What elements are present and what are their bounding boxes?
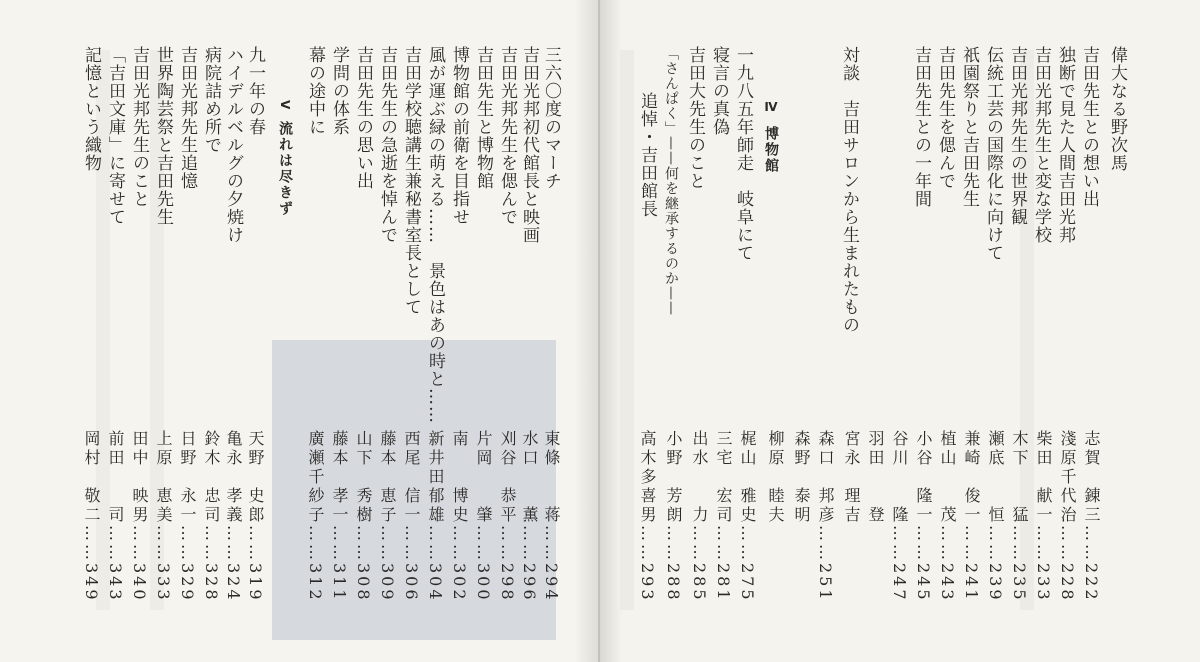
toc-author <box>1080 430 1102 603</box>
toc-author <box>912 430 934 603</box>
author-name: 天野 史郎 <box>246 430 265 525</box>
toc-title: 吉田先生の急逝を悼んで <box>377 46 397 244</box>
toc-author <box>200 430 222 603</box>
toc-title: 吉田先生と博物館 <box>473 46 493 190</box>
author-name: 小野 芳朗 <box>664 430 683 525</box>
author-name: 淺原千代治 <box>1058 430 1077 525</box>
author-name: 兼崎 俊一 <box>962 430 981 525</box>
author-name: 小谷 隆一 <box>914 430 933 525</box>
toc-author <box>790 430 812 525</box>
toc-title: 一九八五年師走 岐阜にて <box>733 46 753 262</box>
toc-title: 「さんぱく」——何を継承するのか—— <box>663 46 679 316</box>
author-name: 前田 司 <box>106 430 125 525</box>
author-name: 刈谷 恭平 <box>498 430 517 525</box>
section-label: 博物館 <box>763 126 779 174</box>
page-number: ……294 <box>542 525 561 603</box>
toc-title: 吉田光邦先生を偲んで <box>497 46 517 226</box>
page-number: ……245 <box>914 525 933 603</box>
page-number: ……243 <box>938 525 957 603</box>
toc-author <box>662 430 684 603</box>
page-number: ……343 <box>106 525 125 603</box>
toc-title: 吉田光邦先生追憶 <box>177 46 197 190</box>
toc-author <box>712 430 734 603</box>
toc-author <box>328 430 350 603</box>
page-number: ……309 <box>378 525 397 603</box>
toc-title: 祇園祭りと吉田先生 <box>959 46 979 208</box>
author-name: 高木多喜男 <box>638 430 657 525</box>
page-number: ……275 <box>738 525 757 603</box>
author-name: 羽田 登 <box>866 430 885 525</box>
toc-author <box>104 430 126 603</box>
page-number: ……247 <box>890 525 909 603</box>
toc-author <box>352 430 374 603</box>
page-number: ……312 <box>306 525 325 603</box>
author-name: 日野 永一 <box>178 430 197 525</box>
toc-author <box>814 430 836 603</box>
page-number: ……349 <box>82 525 101 603</box>
author-name: 志賀 錬三 <box>1082 430 1101 525</box>
toc-author <box>984 430 1006 603</box>
author-name: 森野 泰明 <box>792 430 811 525</box>
page-number: ……293 <box>638 525 657 603</box>
author-name: 梶山 雅史 <box>738 430 757 525</box>
toc-author <box>518 430 540 603</box>
page-number: ……285 <box>690 525 709 603</box>
toc-title: 偉大なる野次馬 <box>1107 46 1127 172</box>
toc-author <box>496 430 518 603</box>
author-name: 片岡 肇 <box>474 430 493 525</box>
toc-author <box>400 430 422 603</box>
author-name: 上原 恵美 <box>154 430 173 525</box>
page-number: ……333 <box>154 525 173 603</box>
toc-author <box>376 430 398 603</box>
toc-author <box>472 430 494 603</box>
toc-title: 三六〇度のマーチ <box>541 46 561 190</box>
toc-author <box>1032 430 1054 603</box>
toc-author <box>764 430 786 525</box>
toc-author <box>864 430 886 525</box>
section-numeral: Ⅳ <box>764 100 778 116</box>
page-number: ……306 <box>402 525 421 603</box>
page-number: ……288 <box>664 525 683 603</box>
author-name: 南 博史 <box>450 430 469 525</box>
toc-author <box>540 430 562 603</box>
page-number: ……324 <box>224 525 243 603</box>
toc-author <box>960 430 982 603</box>
page-number: ……300 <box>474 525 493 603</box>
page-number: ……235 <box>1010 525 1029 603</box>
author-name: 森口 邦彦 <box>816 430 835 525</box>
page-number: ……222 <box>1082 525 1101 603</box>
author-name: 出水 力 <box>690 430 709 525</box>
page-number: ……311 <box>330 525 349 603</box>
page-number: ……251 <box>816 525 835 603</box>
gutter-shadow <box>600 0 622 662</box>
page-number: ……241 <box>962 525 981 603</box>
toc-title: 吉田先生の思い出 <box>353 46 373 190</box>
toc-title: 寝言の真偽 <box>709 46 729 136</box>
toc-title: 独断で見た人間吉田光邦 <box>1055 46 1075 244</box>
toc-title: 吉田光邦先生と変な学校 <box>1031 46 1051 244</box>
author-name: 新井田郁雄 <box>426 430 445 525</box>
toc-author <box>448 430 470 603</box>
page-number: ……308 <box>354 525 373 603</box>
toc-author <box>1008 430 1030 603</box>
author-name: 瀬底 恒 <box>986 430 1005 525</box>
page-number: ……319 <box>246 525 265 603</box>
toc-author <box>152 430 174 603</box>
toc-title: 吉田先生を偲んで <box>935 46 955 190</box>
section-heading-iv <box>760 100 782 174</box>
toc-title: 吉田先生との想い出 <box>1079 46 1099 208</box>
toc-title: 学問の体系 <box>329 46 349 136</box>
author-name: 亀永 孝義 <box>224 430 243 525</box>
page-number: ……302 <box>450 525 469 603</box>
toc-title: 九一年の春 <box>245 46 265 136</box>
page-number: ……281 <box>714 525 733 603</box>
toc-title: ハイデルベルグの夕焼け <box>223 46 243 244</box>
toc-author <box>128 430 150 603</box>
page-number: ……296 <box>520 525 539 603</box>
toc-title: 対談 吉田サロンから生まれたもの <box>839 46 859 334</box>
page-number: ……239 <box>986 525 1005 603</box>
toc-author <box>888 430 910 603</box>
toc-author <box>936 430 958 603</box>
toc-title: 吉田先生との一年間 <box>911 46 931 208</box>
author-name: 藤本 恵子 <box>378 430 397 525</box>
toc-author <box>304 430 326 603</box>
section-numeral: V <box>278 100 292 112</box>
author-name: 東條 蒋 <box>542 430 561 525</box>
toc-title: 伝統工芸の国際化に向けて <box>983 46 1003 262</box>
author-name: 柴田 献一 <box>1034 430 1053 525</box>
toc-title: 記憶という織物 <box>81 46 101 172</box>
toc-title: 吉田光邦先生のこと <box>129 46 149 208</box>
page-number: ……298 <box>498 525 517 603</box>
section-label: 流れは尽きず <box>277 121 293 218</box>
page-number: ……329 <box>178 525 197 603</box>
toc-title: 幕の途中に <box>305 46 325 136</box>
page-number: ……228 <box>1058 525 1077 603</box>
author-name: 鈴木 忠司 <box>202 430 221 525</box>
section-heading-v <box>274 100 296 217</box>
author-name: 柳原 睦夫 <box>766 430 785 525</box>
page-number: ……233 <box>1034 525 1053 603</box>
author-name: 谷川 隆 <box>890 430 909 525</box>
toc-title: 「吉田文庫」に寄せて <box>105 46 125 226</box>
toc-author <box>1056 430 1078 603</box>
author-name: 廣瀬千紗子 <box>306 430 325 525</box>
author-name: 植山 茂 <box>938 430 957 525</box>
toc-title: 追悼・吉田館長 <box>637 92 657 218</box>
toc-title: 吉田学校聴講生兼秘書室長として <box>401 46 421 316</box>
author-name: 藤本 孝一 <box>330 430 349 525</box>
author-name: 宮永 理吉 <box>842 430 861 525</box>
right-page <box>600 0 1200 662</box>
page-number: ……340 <box>130 525 149 603</box>
toc-author <box>840 430 862 525</box>
author-name: 水口 薫 <box>520 430 539 525</box>
author-name: 山下 秀樹 <box>354 430 373 525</box>
toc-title: 吉田大先生のこと <box>685 46 705 190</box>
page-number: ……328 <box>202 525 221 603</box>
author-name: 三宅 宏司 <box>714 430 733 525</box>
toc-title: 吉田光邦先生の世界観 <box>1007 46 1027 226</box>
toc-author <box>688 430 710 603</box>
toc-author <box>80 430 102 603</box>
toc-author <box>176 430 198 603</box>
author-name: 岡村 敬二 <box>82 430 101 525</box>
toc-author <box>222 430 244 603</box>
toc-author <box>424 430 446 603</box>
show-through <box>620 50 634 610</box>
toc-title: 病院詰め所で <box>201 46 221 154</box>
gutter-shadow <box>574 0 600 662</box>
book-gutter <box>598 0 600 662</box>
toc-title: 世界陶芸祭と吉田先生 <box>153 46 173 226</box>
toc-author <box>736 430 758 603</box>
toc-title: 博物館の前衛を目指せ <box>449 46 469 226</box>
toc-title: 吉田光邦初代館長と映画 <box>519 46 539 244</box>
author-name: 田中 映男 <box>130 430 149 525</box>
toc-author <box>244 430 266 603</box>
toc-title: 風が運ぶ緑の萌える…… 景色はあの時と…… <box>425 46 445 424</box>
author-name: 木下 猛 <box>1010 430 1029 525</box>
author-name: 西尾 信一 <box>402 430 421 525</box>
page-number: ……304 <box>426 525 445 603</box>
toc-author <box>636 430 658 603</box>
